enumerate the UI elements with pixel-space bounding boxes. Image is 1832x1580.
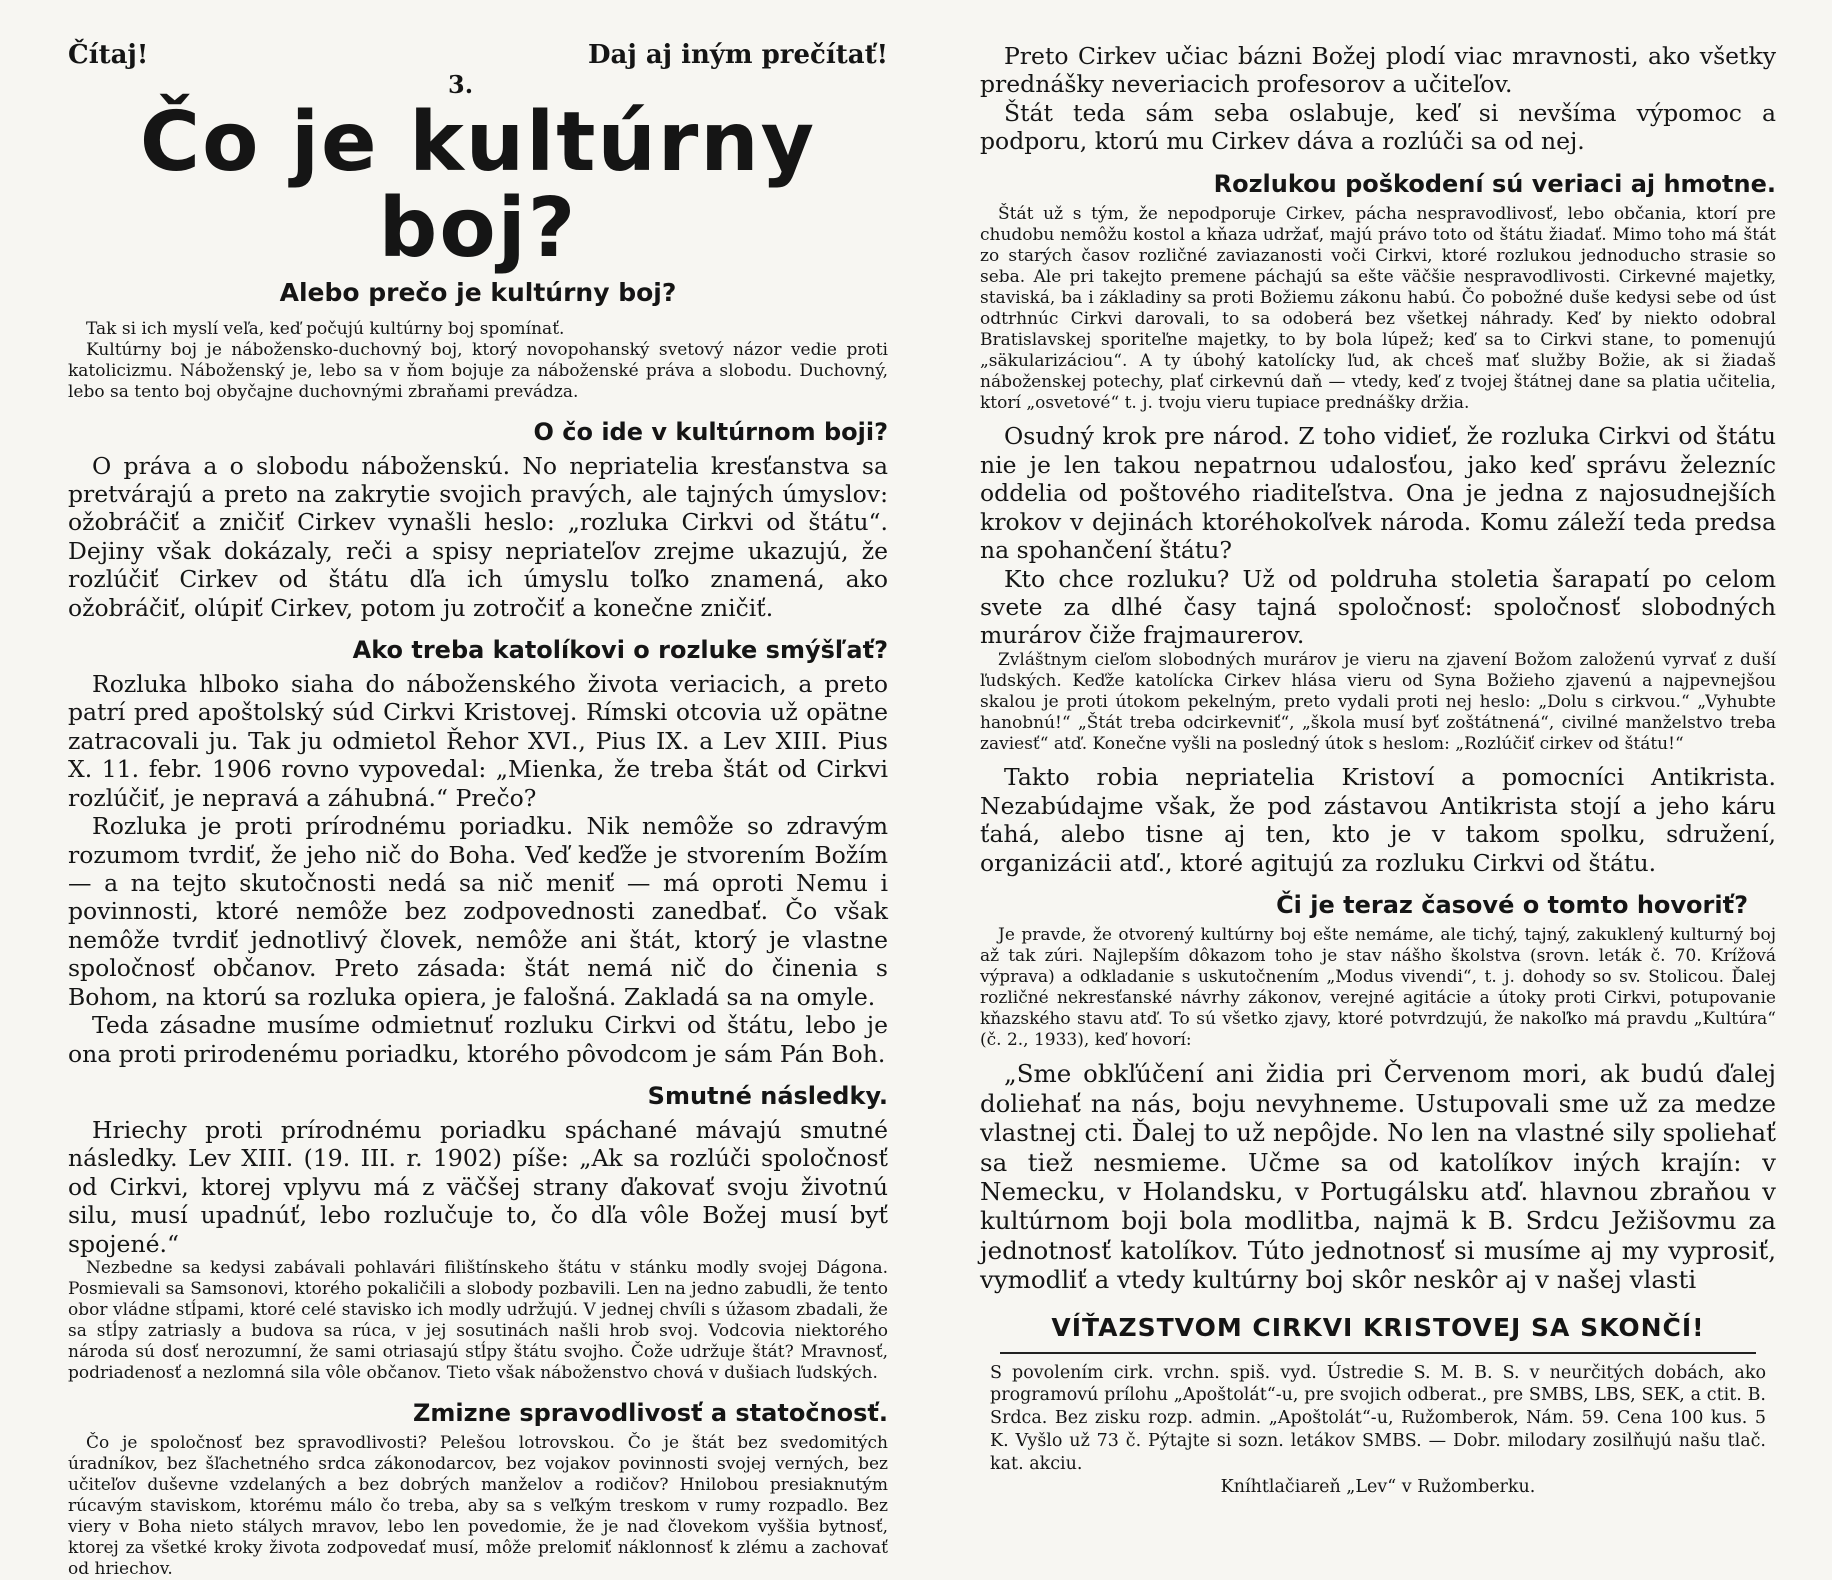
- paragraph-preto: Preto Cirkev učiac bázni Božej plodí viac mravnosti, ako všetky prednášky neveriacich profesorov a učiteľov.: [980, 42, 1776, 99]
- paragraph-smutne: Hriechy proti prírodnému poriadku spáchané mávajú smutné následky. Lev XIII. (19. III. r. 1902) píše: „Ak sa rozlúči spoločnosť od Cirkvi, ktorej vplyvu má z väčšej strany ďakovať svoju životnú silu, musí upadnúť, lebo rozlučuje to, čo dľa vôle Božej musí byť spojené.“: [68, 1115, 888, 1258]
- header-right: Daj aj iným prečítať!: [587, 40, 888, 70]
- paragraph-nezbedne: Nezbedne sa kedysi zabávali pohlavári filištínskeho štátu v stánku modly svojej Dágona. Posmievali sa Samsonovi, ktorého pokaličili a slobody pozbavili. Len na jedno zabudli, že tento obor vládne stĺpami, ktoré celé stavisko ich modly udržujú. V jednej chvíli s úžasom zbadali, že sa stĺpy zatriasly a budova sa rúca, v jej sosutinách našli hrob svoj. Vodcovia niektorého národa sú dosť nerozumní, že sami otriasajú stĺpy štátu svojho. Čože udržuje štát? Mravnosť, podriadenosť a nezlomná sila vôle občanov. Tieto však náboženstvo chová v dušiach ľudských.: [68, 1258, 888, 1384]
- closing-slogan: VÍŤAZSTVOM CIRKVI KRISTOVEJ SA SKONČÍ!: [1051, 1312, 1705, 1342]
- leaflet-number: 3.: [448, 70, 474, 99]
- spacer: [980, 414, 1776, 422]
- paragraph-kto: Kto chce rozluku? Už od poldruha stoletia šarapatí po celom svete za dlhé časy tajná spoločnosť: spoločnosť slobodných murárov čiže frajmaurerov.: [980, 564, 1776, 650]
- heading-o-co-ide: O čo ide v kultúrnom boji?: [533, 417, 888, 446]
- paragraph-teda: Teda zásadne musíme odmietnuť rozluku Cirkvi od štátu, lebo je ona proti prirodenému poriadku, ktorého pôvodcom je sám Pán Boh.: [68, 1011, 888, 1068]
- definition-text: Kultúrny boj je nábožensko-duchovný boj, ktorý novopohanský svetový názor vedie proti katolicizmu. Náboženský je, lebo sa v ňom bojuje za náboženské práva a slobodu. Duchovný, lebo sa tento boj obyčajne duchovnými zbraňami prevádza.: [68, 340, 888, 403]
- heading-zmizne: Zmizne spravodlivosť a statočnosť.: [413, 1398, 888, 1427]
- subtitle: Alebo prečo je kultúrny boj?: [279, 278, 677, 308]
- heading-smutne: Smutné následky.: [647, 1081, 888, 1110]
- paragraph-hmotne: Štát už s tým, že nepodporuje Cirkev, pácha nespravodlivosť, lebo občania, ktorí pre chudobu nemôžu kostol a kňaza udržať, majú právo toto od štátu žiadať. Mimo toho má štát zo starých časov rozličné zaviazanosti voči Cirkvi, ktoré rozlukou jednoducho strasie so seba. Ale pri takejto premene páchajú sa ešte väčšie nespravodlivosti. Cirkevné majetky, staviská, ba i základiny sa proti Božiemu zákonu habú. Čo pobožné duše kedysi sebe od úst odtrhnúc Cirkvi darovali, to sa odoberá bez všetkej náhrady. Keď by niekto odobral Bratislavskej sporiteľne majetky, to by bola lúpež; keď sa to Cirkvi stane, to pomenujú „säkularizáciou“. A ty úbohý katolícky ľud, ak chceš mať služby Božie, ak si žiadaš náboženskej potechy, plať cirkevnú daň — vtedy, keď z tvojej štátnej dane sa platia učitelia, ktorí „osvetové“ t. j. tvoju vieru tupiace prednášky držia.: [980, 203, 1776, 414]
- heading-hmotne: Rozlukou poškodení sú veriaci aj hmotne.: [1213, 169, 1776, 198]
- divider: [1000, 1352, 1756, 1354]
- header-left: Čítaj!: [68, 40, 149, 70]
- paragraph-rozluka: Rozluka je proti prírodnému poriadku. Nik nemôže so zdravým rozumom tvrdiť, že jeho nič do Boha. Veď keďže je stvorením Božím — a na tejto skutočnosti nedá sa nič meniť — má oproti Nemu i povinnosti, ktoré nemôže bez zodpovednosti zanedbať. Čo však nemôže tvrdiť jednotlivý človek, nemôže ani štát, ktorý je vlastne spoločnosť občanov. Preto zásada: štát nemá nič do činenia s Bohom, na ktorú sa rozluka opiera, je falošná. Zakladá sa na omyle.: [68, 812, 888, 1011]
- paragraph-ako-treba: Rozluka hlboko siaha do náboženského života veriacich, a preto patrí pred apoštolský súd Cirkvi Kristovej. Rímski otcovia už opätne zatracovali ju. Tak ju odmietol Řehor XVI., Pius IX. a Lev XIII. Pius X. 11. febr. 1906 rovno vypovedal: „Mienka, že treba štát od Cirkvi rozlúčiť, je nepravá a záhubná.“ Prečo?: [68, 670, 888, 812]
- paragraph-casove: Je pravde, že otvorený kultúrny boj ešte nemáme, ale tichý, tajný, zakuklený kulturný boj až tak zúri. Najlepším dôkazom toho je stav nášho školstva (srovn. leták č. 70. Krížová výprava) a odkladanie s uskutočnením „Modus vivendi“, t. j. dohody so sv. Stolicou. Ďalej rozličné nekresťanské návrhy zákonov, verejné agitácie a útoky proti Cirkvi, potupovanie kňazského stavu atď. To sú všetko zjavy, ktoré potvrdzujú, že nakoľko má pravdu „Kultúra“ (č. 2., 1933), keď hovorí:: [980, 924, 1776, 1051]
- printer-name: Kníhtlačiareň „Lev“ v Ružomberku.: [1220, 1477, 1536, 1498]
- paragraph-stat: Štát teda sám seba oslabuje, keď si nevšíma výpomoc a podporu, ktorú mu Cirkev dáva a rozlúči sa od nej.: [980, 98, 1776, 156]
- paragraph-zmizne: Čo je spoločnosť bez spravodlivosti? Pelešou lotrovskou. Čo je štát bez svedomitých úradníkov, bez šľachetného srdca zákonodarcov, bez vojakov povinnosti svojej verných, bez učiteľov duševne vzdelaných a bez dobrých manželov a rodičov? Hnilobou presiaknutým rúcavým staviskom, ktorému málo čo treba, aby sa s veľkým treskom v rumy rozpadlo. Bez viery v Boha nieto stálych mravov, lebo len povedomie, že je nad človekom vyššia bytnosť, ktorej za všetké kroky života zodpovedať musí, môže prelomiť náklonnosť k zlému a zachovať od hriechov.: [68, 1432, 888, 1579]
- intro-text: Tak si ich myslí veľa, keď počujú kultúrny boj spomínať.: [86, 319, 565, 340]
- heading-ako-treba: Ako treba katolíkovi o rozluke smýšľať?: [352, 636, 888, 665]
- paragraph-takto: Takto robia nepriatelia Kristoví a pomocníci Antikrista. Nezabúdajme však, že pod zástavou Antikrista stojí a jeho káru ťahá, alebo tisne aj ten, kto je v takom spolku, sdružení, organizácii atď., ktoré agitujú za rozluku Cirkvi od štátu.: [980, 763, 1776, 877]
- main-title: Čo je kultúrny boj?: [139, 95, 817, 277]
- left-page: [0, 0, 916, 1579]
- paragraph-osudny: Osudný krok pre národ. Z toho vidieť, že rozluka Cirkvi od štátu nie je len takou nepatrnou udalosťou, jako keď správu železníc oddelia od poštového riaditeľstva. Ona je jedna z najosudnejších krokov v dejinách ktoréhokoľvek národa. Komu záleží teda predsa na spohančení štátu?: [980, 422, 1776, 565]
- paragraph-zvlastnym: Zvláštnym cieľom slobodných murárov je vieru na zjavení Božom založenú vyrvať z duší ľudských. Keďže katolícka Cirkev hlása vieru od Syna Božieho zjavenú a najpevnejšou skalou je proti útokom pekelným, preto vydali proti nej heslo: „Dolu s cirkvou.“ „Vyhubte hanobnú!“ „Štát treba odcirkevniť“, „škola musí byť zoštátnená“, civilné manželstvo treba zaviesť“ atď. Konečne vyšli na posledný útok s heslom: „Rozlúčiť cirkev od štátu!“: [980, 649, 1776, 755]
- spacer: [980, 1051, 1776, 1059]
- imprint-text: S povolením cirk. vrchn. spiš. vyd. Ústredie S. M. B. S. v neurčitých dobách, ako programovú prílohu „Apoštolát“-u, pre svojich odberat., pre SMBS, LBS, SEK, a ctit. B. Srdca. Bez zisku rozp. admin. „Apoštolát“-u, Ružomberok, Nám. 59. Cena 100 kus. 5 K. Vyšlo už 73 č. Pýtajte si sozn. letákov SMBS. — Dobr. milodary zosilňujú našu tlač. kat. akciu.: [990, 1362, 1766, 1474]
- paragraph-o-co-ide: O práva a o slobodu náboženskú. No nepriatelia kresťanstva sa pretvárajú a preto na zakrytie svojich pravých, ale tajných úmyslov: ožobráčiť a zničiť Cirkev vynašli heslo: „rozluka Cirkvi od štátu“. Dejiny však dokázaly, reči a spisy nepriateľov zrejme ukazujú, že rozlúčiť Cirkev od štátu dľa ich úmyslu toľko znamená, ako ožobráčiť, olúpiť Cirkev, potom ju zotročiť a konečne zničiť.: [68, 451, 888, 622]
- heading-casove: Či je teraz časové o tomto hovoriť?: [1276, 890, 1748, 919]
- right-page: [916, 0, 1832, 1500]
- paragraph-quote: „Sme obkľúčení ani židia pri Červenom mori, ak budú ďalej doliehať na nás, boju nevyhneme. Ustupovali sme už za medze vlastnej cti. Ďalej to už nepôjde. No len na vlastné sily spoliehať sa tiež nesmieme. Učme sa od katolíkov iných krajín: v Nemecku, v Holandsku, v Portugálsku atď. hlavnou zbraňou v kultúrnom boji bola modlitba, najmä k B. Srdcu Ježišovmu za jednotnosť katolíkov. Túto jednotnosť si musíme aj my vyprosiť, vymodliť a vtedy kultúrny boj skôr neskôr aj v našej vlasti: [980, 1059, 1776, 1295]
- spacer: [980, 755, 1776, 763]
- header-row: [68, 40, 888, 99]
